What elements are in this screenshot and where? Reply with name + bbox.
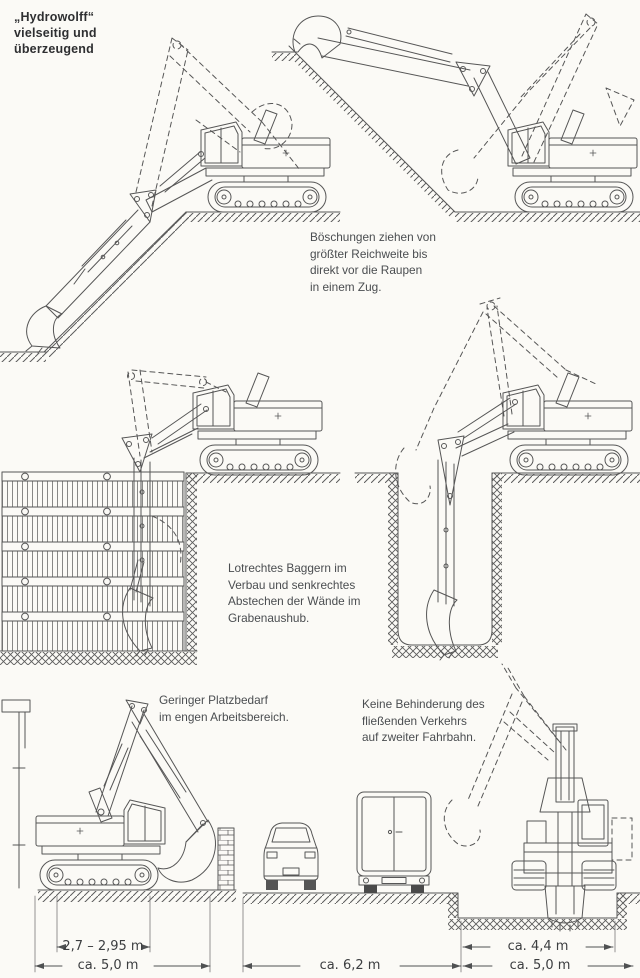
car-rear-view: [264, 823, 318, 890]
caption-traffic: [362, 696, 485, 746]
caption-line: direkt vor die Raupen: [310, 263, 423, 277]
figure-slope-full-height: [272, 14, 640, 222]
excavator-side-view: [503, 373, 632, 475]
building-wall: [2, 700, 30, 888]
caption-line: Verbau und senkrechtes: [228, 577, 356, 592]
caption-line: Böschungen ziehen von: [310, 230, 436, 244]
boom-folded-tight: [96, 700, 215, 882]
excavator-side-view: [508, 110, 637, 212]
dimension-label-overall-width-left: ca. 5,0 m: [77, 958, 139, 973]
caption-line: Grabenaushub.: [228, 610, 310, 625]
timber-shoring-wall: [2, 472, 184, 651]
boom-raised-dashed: [136, 38, 300, 206]
caption-line: Lotrechtes Baggern im: [228, 561, 347, 575]
dimension-label-track-width: 2,7 – 2,95 m: [62, 939, 144, 954]
bucket: [27, 306, 62, 348]
caption-line: in einem Zug.: [310, 279, 382, 294]
page-title-line: überzeugend: [14, 42, 94, 56]
page-title-line: vielseitig und: [14, 26, 97, 40]
bucket: [545, 886, 585, 923]
caption-line: im engen Arbeitsbereich.: [159, 709, 289, 724]
caption-line: Abstechen der Wände im: [228, 594, 361, 608]
page-title-line: „Hydrowolff“: [14, 10, 95, 24]
caption-line: fließenden Verkehrs: [362, 713, 467, 728]
dimension-label-overall-width-right: ca. 5,0 m: [509, 958, 571, 973]
brick-wall: [218, 828, 234, 890]
figure-slope-long-reach: [0, 38, 340, 362]
bucket: [158, 820, 215, 882]
page-title: [14, 9, 97, 57]
excavator-side-view: [201, 110, 330, 212]
boom-vertical-dig: [427, 398, 518, 660]
dimension-label-road-width: ca. 6,2 m: [319, 958, 381, 973]
trench-outline: [398, 473, 492, 645]
caption-small-footprint: [159, 692, 289, 725]
truck-rear-view: [357, 792, 431, 893]
excavator-side-view-mirrored: [36, 788, 165, 890]
caption-line: Keine Behinderung des: [362, 697, 485, 711]
excavator-front-view: [512, 724, 632, 931]
dimension-label-pit-width: ca. 4,4 m: [507, 939, 569, 954]
boom-lowered: [26, 152, 212, 354]
excavation-outline: [458, 893, 617, 918]
excavator-side-view: [193, 373, 322, 475]
bucket: [293, 16, 341, 58]
caption-slopes: [310, 229, 436, 295]
figure-deep-trench: [355, 298, 640, 660]
caption-line: auf zweiter Fahrbahn.: [362, 730, 477, 744]
caption-line: größter Reichweite bis: [310, 246, 428, 261]
caption-vertical-digging: [228, 560, 360, 626]
boom-swing-dashed: [444, 664, 566, 846]
caption-line: Geringer Platzbedarf: [159, 693, 268, 707]
figure-confined-space: [2, 700, 236, 902]
